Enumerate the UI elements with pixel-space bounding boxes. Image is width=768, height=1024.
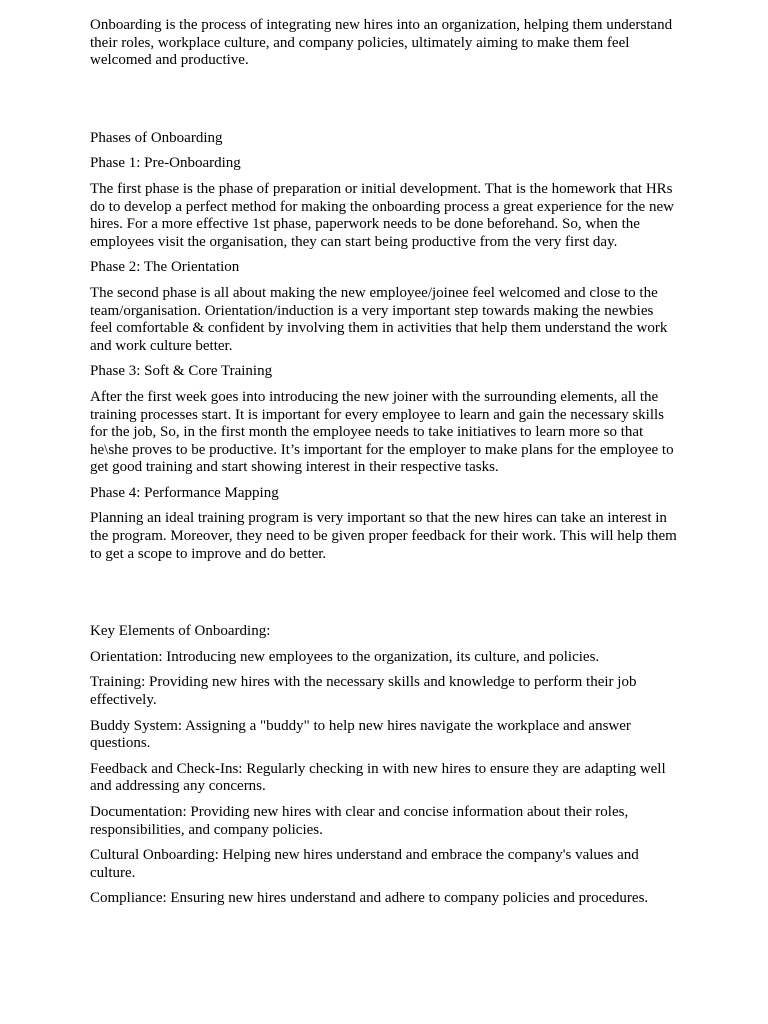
phase-3-heading: Phase 3: Soft & Core Training bbox=[90, 363, 273, 380]
phase-1-body: The first phase is the phase of preparation or initial development. That is the homework that HRs do to develop a perfect method for making the onboarding process a great experience for the new hires. For a more effective 1st phase, paperwork needs to be done beforehand. So, when the employees visit the organisation, they can start being productive from the very first day. bbox=[90, 180, 674, 250]
phase-4-body: Planning an ideal training program is very important so that the new hires can take an interest in the program. Moreover, they need to be given proper feedback for their work. This will help them to get a scope to improve and do better. bbox=[90, 510, 677, 562]
phase-2-heading: Phase 2: The Orientation bbox=[90, 259, 240, 276]
phase-4-heading: Phase 4: Performance Mapping bbox=[90, 484, 279, 501]
document-body bbox=[90, 17, 678, 916]
phases-title: Phases of Onboarding bbox=[90, 129, 223, 146]
key-element-documentation: Documentation: Providing new hires with clear and concise information about their roles, responsibilities, and company policies. bbox=[90, 804, 629, 838]
key-element-cultural: Cultural Onboarding: Helping new hires understand and embrace the company's values and culture. bbox=[90, 847, 639, 881]
key-element-compliance: Compliance: Ensuring new hires understand and adhere to company policies and procedures. bbox=[90, 890, 649, 907]
key-elements-title: Key Elements of Onboarding: bbox=[90, 623, 271, 640]
key-element-orientation: Orientation: Introducing new employees to the organization, its culture, and policies. bbox=[90, 648, 600, 665]
intro-paragraph: Onboarding is the process of integrating new hires into an organization, helping them understand their roles, workplace culture, and company policies, ultimately aiming to make them feel welcomed and productive. bbox=[90, 17, 673, 69]
key-element-buddy-system: Buddy System: Assigning a "buddy" to help new hires navigate the workplace and answer questions. bbox=[90, 717, 631, 752]
phase-1-heading: Phase 1: Pre-Onboarding bbox=[90, 155, 241, 172]
phase-2-body: The second phase is all about making the new employee/joinee feel welcomed and close to the team/organisation. Orientation/induction is a very important step towards making the newbies feel comfortable & confident by involving them in activities that help them understand the work and work culture better. bbox=[90, 284, 668, 354]
phase-3-body: After the first week goes into introducing the new joiner with the surrounding elements, all the training processes start. It is important for every employee to learn and gain the necessary skills for the job, So, in the first month the employee needs to take initiatives to learn more so that he\she proves to be productive. It’s important for the employer to make plans for the employee to get good training and start showing interest in their respective tasks. bbox=[90, 388, 674, 476]
key-element-feedback: Feedback and Check-Ins: Regularly checking in with new hires to ensure they are adapting well and addressing any concerns. bbox=[90, 760, 666, 795]
key-element-training: Training: Providing new hires with the necessary skills and knowledge to perform their job effectively. bbox=[90, 674, 637, 709]
